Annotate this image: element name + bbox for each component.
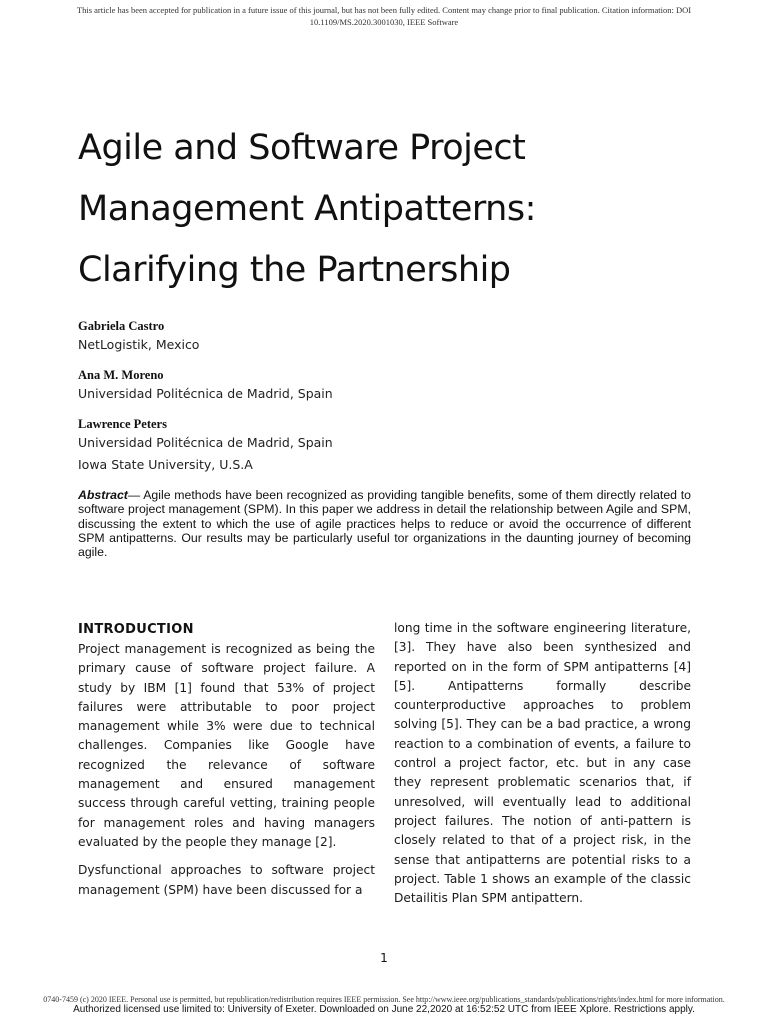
body-paragraph: long time in the software engineering literature, [3]. They have also been synthesized and reported on in the form of SPM antipatterns [4][5]. Antipatterns formally describe counterproductive approaches to problem solving [5]. They can be a bad practice, a wrong reaction to a combination of events, a failure to control a project factor, etc. but in any case they represent problematic scenarios that, if unresolved, will eventually lead to additional project failures. The notion of anti-pattern is closely related to that of a project risk, in the sense that antipatterns are potential risks to a project. Table 1 shows an example of the classic Detailitis Plan SPM antipattern. — [394, 621, 691, 906]
abstract — [78, 488, 691, 559]
page-number: 1 — [380, 951, 388, 965]
section-heading: INTRODUCTION — [78, 622, 194, 637]
author-affiliation: Universidad Politécnica de Madrid, Spain — [78, 435, 333, 450]
author-block-1 — [78, 318, 678, 356]
publication-notice: This article has been accepted for publication in a future issue of this journal, but has not been fully edited. Content may change prior to final publication. Citation information: DOI 10.1109/MS.2020.3001030, IEEE Software — [76, 5, 692, 27]
title-line-1: Agile and Software Project — [78, 128, 526, 168]
body-paragraph: Project management is recognized as being the primary cause of software project failure. A study by IBM [1] found that 53% of project failures were attributable to poor project management while 3% were due to technical challenges. Companies like Google have recognized the relevance of software management and ensured management success through careful vetting, training people for management roles and having managers evaluated by the people they manage [2]. — [78, 642, 375, 849]
author-affiliation: Iowa State University, U.S.A — [78, 457, 253, 472]
title-line-3: Clarifying the Partnership — [78, 250, 511, 290]
license-notice: Authorized licensed use limited to: University of Exeter. Downloaded on June 22,2020 at 16:52:52 UTC from IEEE Xplore. Restrictions apply. — [73, 1004, 695, 1015]
author-block-2 — [78, 367, 678, 405]
author-affiliation: Universidad Politécnica de Madrid, Spain — [78, 386, 333, 401]
author-name: Ana M. Moreno — [78, 368, 164, 382]
copyright-notice: 0740-7459 (c) 2020 IEEE. Personal use is permitted, but republication/redistribution requires IEEE permission. See http://www.ieee.org/publications_standards/publications/rights/index.html for more information. — [43, 995, 725, 1004]
body-paragraph: Dysfunctional approaches to software project management (SPM) have been discussed for a — [78, 863, 375, 897]
paper-title — [78, 118, 698, 301]
author-block-3 — [78, 416, 678, 476]
author-affiliation: NetLogistik, Mexico — [78, 337, 200, 352]
author-name: Gabriela Castro — [78, 319, 165, 333]
body-column-left — [78, 621, 375, 900]
body-column-right — [394, 619, 691, 908]
abstract-label: Abstract — [78, 488, 128, 502]
abstract-text: — Agile methods have been recognized as providing tangible benefits, some of them directly related to software project management (SPM). In this paper we address in detail the relationship between Agile and SPM, discussing the extent to which the use of agile practices helps to reduce or avoid the occurrence of different SPM antipatterns. Our results may be particularly useful tor organizations in the daunting journey of becoming agile. — [78, 488, 691, 560]
title-line-2: Management Antipatterns: — [78, 189, 536, 229]
author-name: Lawrence Peters — [78, 417, 167, 431]
